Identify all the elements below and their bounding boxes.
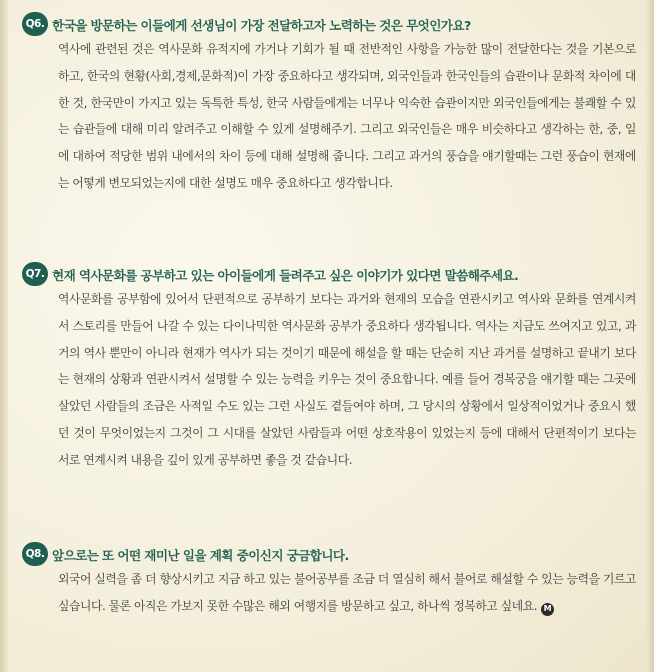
question-row bbox=[22, 262, 640, 286]
question-number-badge: Q8. bbox=[22, 542, 48, 566]
answer-text: 역사에 관련된 것은 역사문화 유적지에 가거나 기회가 될 때 전반적인 사항을 가능한 많이 전달한다는 것을 기본으로 하고, 한국의 현황(사회,경제,문화적)이 가장 중요하다고 생각되며, 외국인들과 한국인들의 습관이나 문화적 차이에 대한 것, 한국만이 가지고 있는 독특한 특성, 한국 사람들에게는 너무나 익숙한 습관이지만 외국인들에게는 불쾌할 수 있는 습관들에 대해 미리 알려주고 이해할 수 있게 설명해주기. 그리고 외국인들은 매우 비슷하다고 생각하는 한, 중, 일에 대하여 적당한 범위 내에서의 차이 등에 대해 설명해 줍니다. 그리고 과거의 풍습을 얘기할때는 그런 풍습이 현재에는 어떻게 변모되었는지에 대한 설명도 매우 중요하다고 생각합니다. bbox=[58, 42, 636, 190]
question-row bbox=[22, 542, 640, 566]
qa-block-q6 bbox=[22, 12, 640, 197]
page-edge-right bbox=[646, 0, 654, 672]
question-text: 한국을 방문하는 이들에게 선생님이 가장 전달하고자 노력하는 것은 무엇인가요? bbox=[52, 17, 471, 33]
end-mark-icon: M bbox=[541, 603, 554, 616]
question-row bbox=[22, 12, 640, 36]
answer-paragraph bbox=[22, 566, 640, 620]
question-number-badge: Q7. bbox=[22, 262, 48, 286]
answer-text: 외국어 실력을 좀 더 향상시키고 지금 하고 있는 불어공부를 조금 더 열심히 해서 불어로 해설할 수 있는 능력을 기르고 싶습니다. 물론 아직은 가보지 못한 수많은 해외 여행지를 방문하고 싶고, 하나씩 정복하고 싶네요. bbox=[58, 572, 636, 613]
page-edge-left bbox=[0, 0, 8, 672]
question-number-badge: Q6. bbox=[22, 12, 48, 36]
question-text: 현재 역사문화를 공부하고 있는 아이들에게 들려주고 싶은 이야기가 있다면 말씀해주세요. bbox=[52, 267, 519, 283]
qa-block-q7 bbox=[22, 262, 640, 474]
question-text: 앞으로는 또 어떤 재미난 일을 계획 중이신지 궁금합니다. bbox=[52, 547, 349, 563]
answer-text: 역사문화를 공부함에 있어서 단편적으로 공부하기 보다는 과거와 현재의 모습을 연관시키고 역사와 문화를 연계시켜서 스토리를 만들어 나갈 수 있는 다이나믹한 역사문화 공부가 중요하다 생각됩니다. 역사는 지금도 쓰여지고 있고, 과거의 역사 뿐만이 아니라 현재가 역사가 되는 것이기 때문에 해설을 할 때는 단순히 지난 과거를 설명하고 끝내기 보다는 현재의 상황과 연관시켜서 설명할 수 있는 능력을 키우는 것이 중요합니다. 예를 들어 경복궁을 얘기할 때는 그곳에 살았던 사람들의 조금은 사적일 수도 있는 그런 사실도 곁들여야 하며, 그 당시의 상황에서 일상적이었거나 중요시 했던 것이 무엇이었는지 그것이 그 시대를 살았던 사람들과 어떤 상호작용이 있었는지 등에 대해서 단편적이기 보다는 서로 연계시켜 내용을 깊이 있게 공부하면 좋을 것 같습니다. bbox=[58, 292, 636, 467]
qa-block-q8 bbox=[22, 542, 640, 620]
